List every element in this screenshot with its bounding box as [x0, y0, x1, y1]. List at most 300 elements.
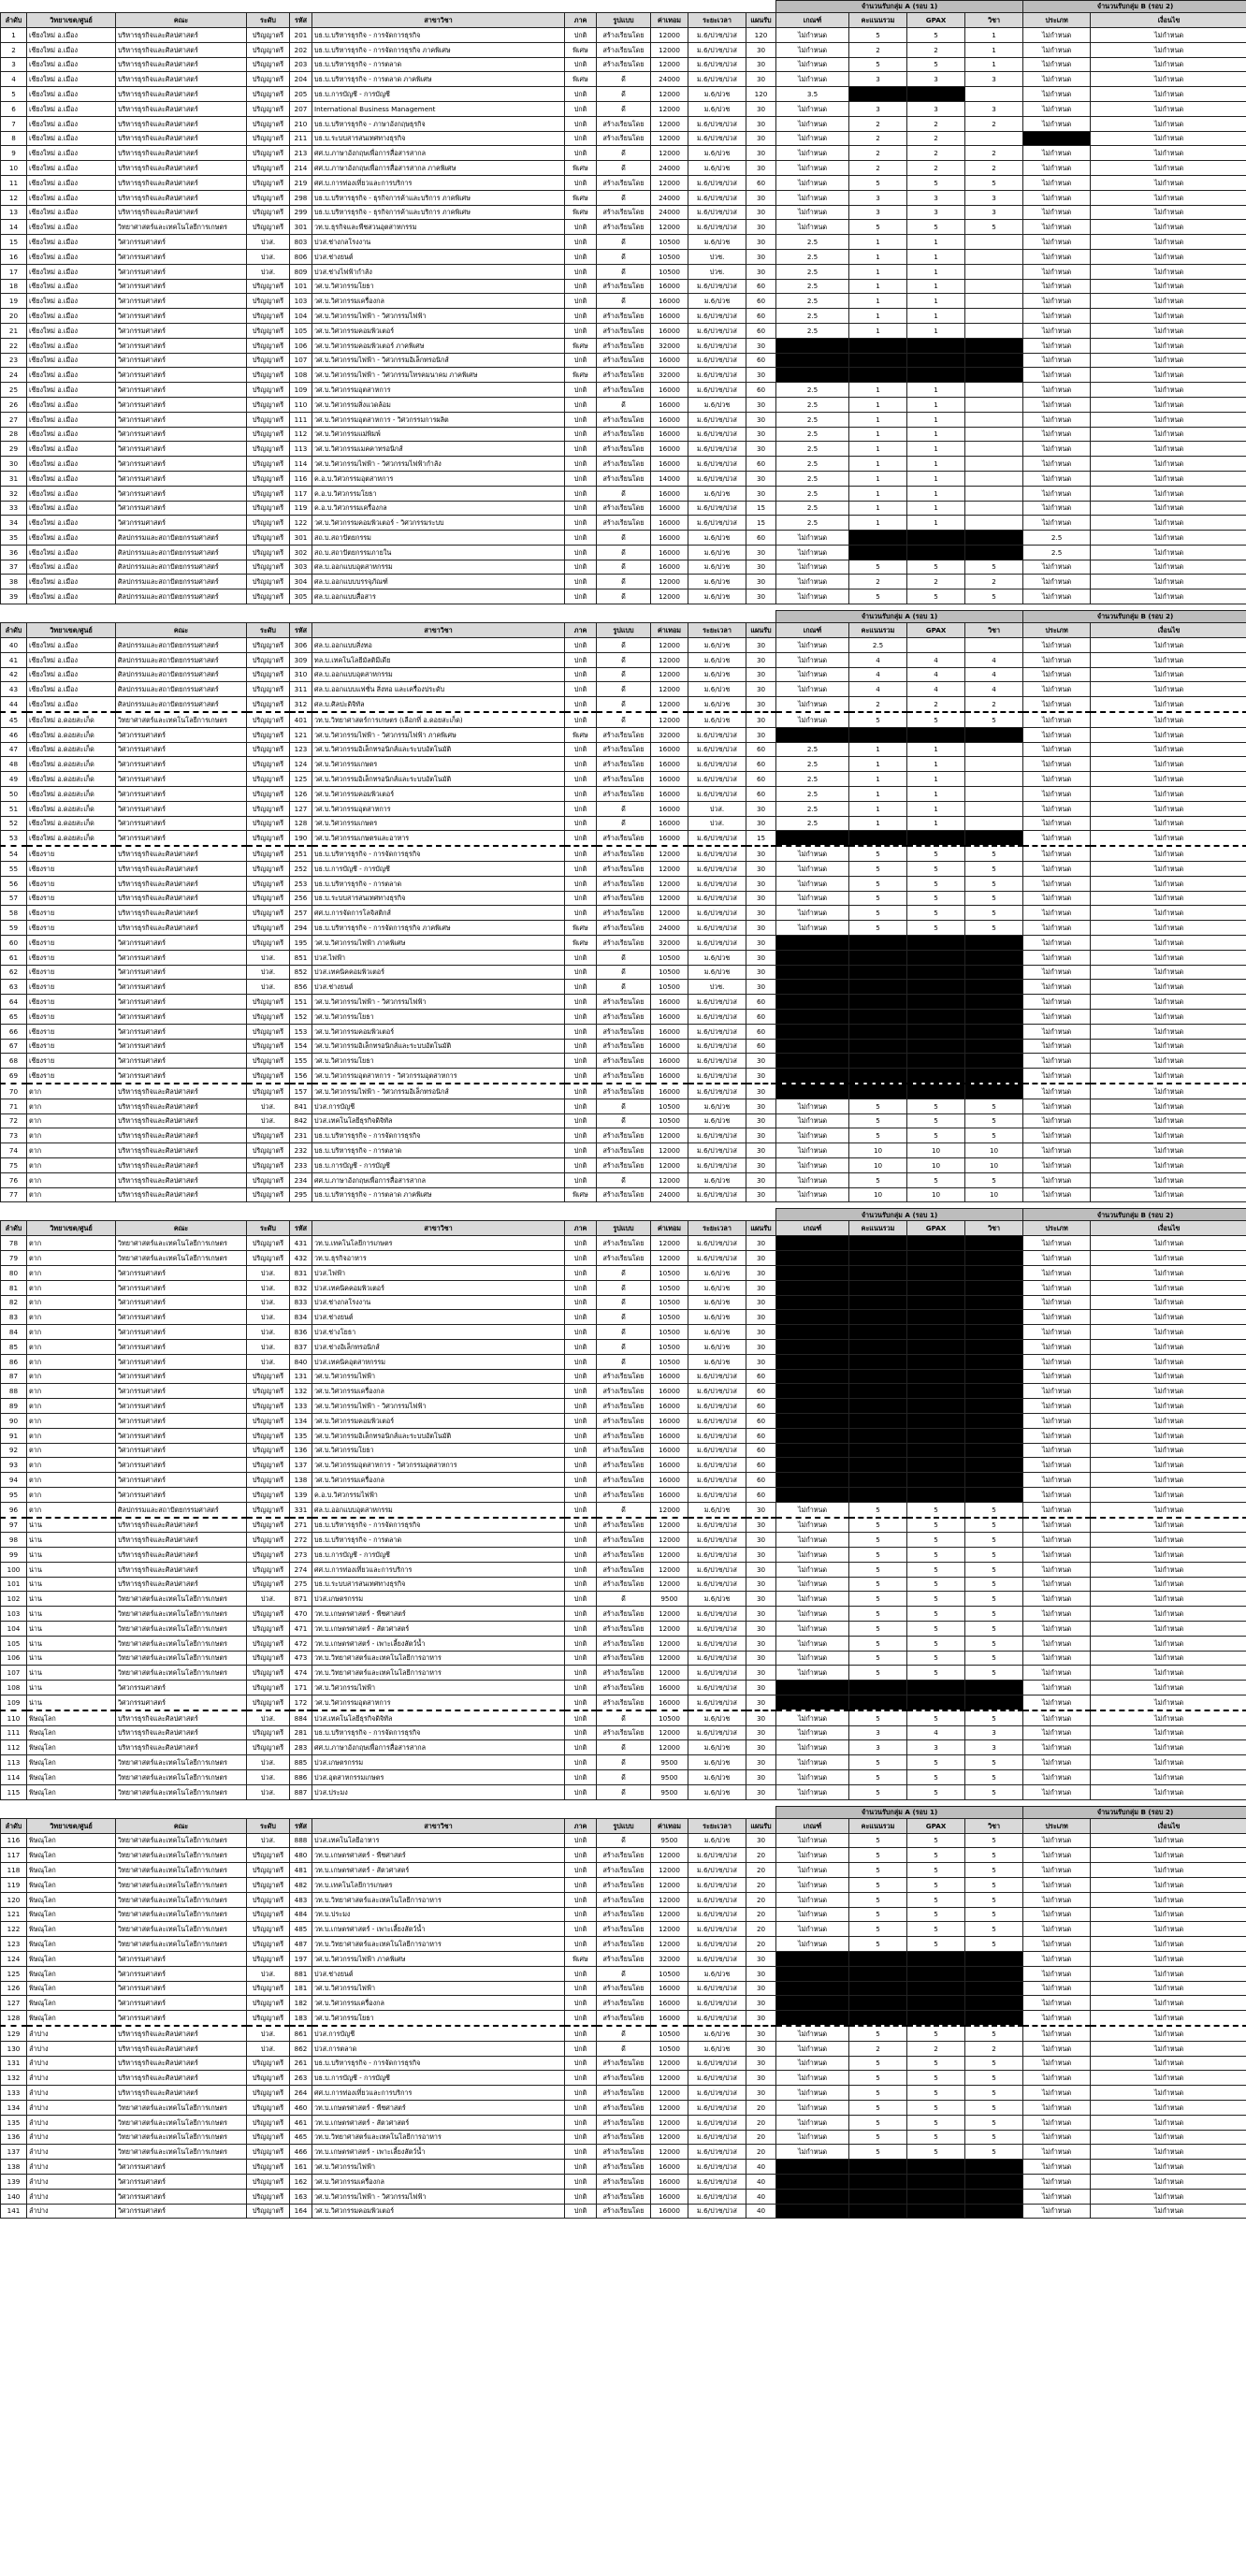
table-row: [1, 1636, 1246, 1651]
table-cell: 2: [965, 697, 1023, 712]
table-cell: ไม่กำหนด: [1023, 1784, 1091, 1799]
table-cell: [965, 131, 1023, 146]
table-cell: 10500: [651, 2026, 688, 2041]
table-cell: ไม่กำหนด: [1023, 1622, 1091, 1637]
table-cell: 75: [1, 1157, 27, 1172]
table-cell: ม.6/ปวช/ปวส: [688, 383, 746, 398]
table-cell: [965, 1458, 1023, 1473]
table-cell: 5: [907, 1833, 965, 1848]
table-cell: [907, 1996, 965, 2011]
table-cell: [849, 1487, 907, 1502]
table-cell: [907, 980, 965, 995]
table-cell: ไม่กำหนด: [1023, 1952, 1091, 1967]
table-cell: เชียงใหม่ อ.เมือง: [27, 638, 116, 653]
table-cell: พิษณุโลก: [27, 1981, 116, 1996]
table-cell: 30: [746, 1607, 776, 1622]
table-cell: 2: [849, 131, 907, 146]
table-cell: ศิลปกรรมและสถาปัตยกรรมศาสตร์: [116, 667, 247, 682]
table-cell: 219: [290, 175, 312, 190]
table-cell: [776, 1487, 849, 1502]
table-cell: [907, 1428, 965, 1443]
table-cell: ไม่กำหนด: [1091, 323, 1246, 338]
table-cell: 5: [849, 1755, 907, 1770]
table-cell: ศิลปกรรมและสถาปัตยกรรมศาสตร์: [116, 697, 247, 712]
table-cell: ไม่กำหนด: [1091, 2086, 1246, 2101]
table-cell: 131: [290, 1369, 312, 1384]
table-cell: ไม่กำหนด: [1091, 1339, 1246, 1354]
table-cell: 30: [746, 101, 776, 116]
table-cell: 64: [1, 995, 27, 1010]
table-cell: 16000: [651, 1069, 688, 1084]
table-cell: เชียงใหม่ อ.เมือง: [27, 516, 116, 531]
table-cell: 2: [907, 2041, 965, 2056]
table-cell: ม.6/ปวช/ปวส: [688, 1084, 746, 1099]
table-cell: ม.6/ปวช/ปวส: [688, 2071, 746, 2086]
table-cell: ดี: [597, 2041, 651, 2056]
column-header: เงื่อนไข: [1091, 1818, 1246, 1833]
table-cell: บธ.บ.บริหารธุรกิจ - ภาษาอังกฤษธุรกิจ: [312, 116, 565, 131]
table-cell: [849, 2160, 907, 2175]
table-cell: ไม่กำหนด: [776, 1157, 849, 1172]
table-cell: เชียงใหม่ อ.เมือง: [27, 146, 116, 161]
table-row: [1, 1833, 1246, 1848]
table-cell: [965, 965, 1023, 980]
table-cell: 124: [1, 1952, 27, 1967]
table-cell: 204: [290, 72, 312, 87]
table-cell: 474: [290, 1666, 312, 1681]
table-cell: 138: [1, 2160, 27, 2175]
table-cell: 30: [746, 1339, 776, 1354]
table-cell: [965, 1369, 1023, 1384]
table-cell: 60: [746, 1473, 776, 1488]
table-cell: 49: [1, 772, 27, 787]
table-cell: 2.5: [776, 235, 849, 250]
table-cell: ปกติ: [565, 353, 597, 368]
table-cell: 30: [746, 1128, 776, 1143]
table-cell: 5: [965, 2115, 1023, 2130]
table-cell: 3: [1, 57, 27, 72]
table-cell: [776, 2174, 849, 2189]
table-cell: 17: [1, 264, 27, 279]
table-cell: 30: [746, 921, 776, 936]
table-cell: ศศ.บ.ภาษาอังกฤษเพื่อการสื่อสารสากล: [312, 1172, 565, 1187]
table-cell: ไม่กำหนด: [776, 1518, 849, 1533]
table-cell: 5: [907, 2145, 965, 2160]
table-cell: 2.5: [776, 516, 849, 531]
table-cell: วิศวกรรมศาสตร์: [116, 1325, 247, 1340]
table-cell: [907, 1039, 965, 1054]
table-cell: ไม่กำหนด: [1091, 1878, 1246, 1893]
table-row: [1, 294, 1246, 309]
table-cell: ไม่กำหนด: [1023, 2160, 1091, 2175]
table-cell: เชียงราย: [27, 936, 116, 951]
table-cell: ม.6/ปวช/ปวส: [688, 1636, 746, 1651]
table-cell: เชียงใหม่ อ.เมือง: [27, 72, 116, 87]
table-cell: 3: [907, 101, 965, 116]
table-cell: เชียงใหม่ อ.ดอยสะเก็ด: [27, 772, 116, 787]
table-cell: 60: [746, 457, 776, 472]
table-cell: ไม่กำหนด: [1023, 2056, 1091, 2071]
table-cell: ไม่กำหนด: [1091, 1725, 1246, 1740]
table-cell: 60: [746, 309, 776, 324]
group-a-header: จำนวนรับกลุ่ม A (รอบ 1): [776, 1209, 1023, 1221]
table-cell: [907, 1236, 965, 1251]
table-cell: 16000: [651, 279, 688, 294]
table-cell: สร้างเรียนโดย: [597, 1622, 651, 1637]
table-cell: 5: [849, 57, 907, 72]
table-cell: ปกติ: [565, 1310, 597, 1325]
column-header-row: [1, 623, 1246, 638]
table-cell: 5: [907, 2100, 965, 2115]
table-cell: ไม่กำหนด: [1023, 1710, 1091, 1725]
table-cell: 24000: [651, 1187, 688, 1202]
table-cell: พิเศษ: [565, 72, 597, 87]
table-cell: วิศวกรรมศาสตร์: [116, 742, 247, 757]
table-cell: ไม่กำหนด: [1091, 2026, 1246, 2041]
table-cell: 1: [849, 397, 907, 412]
table-cell: ดี: [597, 1833, 651, 1848]
table-cell: 12000: [651, 638, 688, 653]
table-cell: 5: [965, 1577, 1023, 1592]
table-cell: วิทยาศาสตร์และเทคโนโลยีการเกษตร: [116, 1907, 247, 1922]
table-cell: 197: [290, 1952, 312, 1967]
table-cell: ดี: [597, 1295, 651, 1310]
table-cell: ปริญญาตรี: [247, 353, 290, 368]
table-cell: 12000: [651, 589, 688, 604]
table-cell: สร้างเรียนโดย: [597, 442, 651, 457]
table-cell: ปกติ: [565, 1770, 597, 1785]
table-row: [1, 427, 1246, 442]
table-cell: วศ.บ.วิศวกรรมไฟฟ้า: [312, 2160, 565, 2175]
table-cell: สร้างเรียนโดย: [597, 1696, 651, 1710]
table-cell: 5: [965, 2145, 1023, 2160]
table-cell: ไม่กำหนด: [776, 906, 849, 921]
table-cell: ไม่กำหนด: [1023, 667, 1091, 682]
table-cell: 122: [1, 1922, 27, 1937]
table-cell: ม.6/ปวช/ปวส: [688, 131, 746, 146]
table-cell: 30: [746, 146, 776, 161]
table-cell: 5: [849, 1533, 907, 1548]
table-cell: ไม่กำหนด: [1023, 28, 1091, 43]
table-cell: สร้างเรียนโดย: [597, 1518, 651, 1533]
column-header: สาขาวิชา: [312, 1818, 565, 1833]
table-cell: วท.บ.วิทยาศาสตร์การเกษตร (เลือกที่ อ.ดอยสะเก็ด): [312, 712, 565, 727]
table-cell: 1: [849, 801, 907, 816]
table-cell: วิศวกรรมศาสตร์: [116, 1681, 247, 1696]
table-cell: 5: [965, 2086, 1023, 2101]
column-header: ภาค: [565, 623, 597, 638]
table-cell: สร้างเรียนโดย: [597, 412, 651, 427]
table-cell: ปริญญาตรี: [247, 220, 290, 235]
table-cell: ม.6/ปวช/ปวส: [688, 906, 746, 921]
table-cell: ปวช.: [688, 249, 746, 264]
table-cell: สร้างเรียนโดย: [597, 57, 651, 72]
table-cell: วิทยาศาสตร์และเทคโนโลยีการเกษตร: [116, 2145, 247, 2160]
table-cell: ไม่กำหนด: [1023, 72, 1091, 87]
table-cell: 106: [290, 338, 312, 353]
table-cell: ไม่กำหนด: [1091, 2160, 1246, 2175]
table-cell: สร้างเรียนโดย: [597, 116, 651, 131]
table-cell: ไม่กำหนด: [1023, 1384, 1091, 1399]
table-cell: 2.5: [776, 412, 849, 427]
column-header: ระดับ: [247, 13, 290, 28]
table-cell: เชียงใหม่ อ.ดอยสะเก็ด: [27, 742, 116, 757]
table-cell: ปริญญาตรี: [247, 1922, 290, 1937]
table-cell: 30: [746, 1577, 776, 1592]
table-cell: 1: [849, 264, 907, 279]
table-cell: ไม่กำหนด: [1023, 1922, 1091, 1937]
table-cell: 24000: [651, 161, 688, 176]
table-cell: 16000: [651, 995, 688, 1010]
table-cell: ปริญญาตรี: [247, 816, 290, 831]
table-cell: พิษณุโลก: [27, 1725, 116, 1740]
table-cell: วศ.บ.วิศวกรรมเครื่องกล: [312, 1384, 565, 1399]
table-cell: ศศ.บ.การจัดการโลจิสติกส์: [312, 906, 565, 921]
table-cell: ปริญญาตรี: [247, 1892, 290, 1907]
table-cell: 32: [1, 486, 27, 501]
table-cell: พิษณุโลก: [27, 1848, 116, 1863]
table-cell: วิศวกรรมศาสตร์: [116, 1354, 247, 1369]
table-cell: ไม่กำหนด: [1023, 638, 1091, 653]
table-cell: [849, 1024, 907, 1039]
table-cell: ม.6/ปวช/ปวส: [688, 1039, 746, 1054]
table-cell: 181: [290, 1981, 312, 1996]
table-row: [1, 936, 1246, 951]
table-cell: 831: [290, 1265, 312, 1280]
table-cell: 60: [746, 279, 776, 294]
table-cell: ไม่กำหนด: [1091, 1592, 1246, 1607]
table-cell: ปกติ: [565, 457, 597, 472]
table-cell: 10500: [651, 1966, 688, 1981]
table-cell: 30: [746, 1770, 776, 1785]
table-row: [1, 2026, 1246, 2041]
table-cell: 5: [965, 1892, 1023, 1907]
table-section-1: [0, 0, 1246, 604]
table-cell: บธ.บ.การบัญชี - การบัญชี: [312, 1548, 565, 1563]
table-cell: 30: [746, 249, 776, 264]
table-cell: [849, 1369, 907, 1384]
table-cell: 12000: [651, 116, 688, 131]
table-cell: บธ.บ.บริหารธุรกิจ - ธุรกิจการค้าและบริการ ภาคพิเศษ: [312, 205, 565, 220]
table-cell: ไม่กำหนด: [1091, 1310, 1246, 1325]
group-header-spacer: [1, 1209, 776, 1221]
table-cell: ไม่กำหนด: [1091, 1892, 1246, 1907]
table-row: [1, 235, 1246, 250]
table-cell: 107: [1, 1666, 27, 1681]
table-cell: 5: [965, 1607, 1023, 1622]
table-cell: 46: [1, 727, 27, 742]
table-cell: 251: [290, 846, 312, 861]
table-cell: 16000: [651, 412, 688, 427]
table-cell: [965, 368, 1023, 383]
table-cell: 5: [965, 589, 1023, 604]
table-cell: วิศวกรรมศาสตร์: [116, 1384, 247, 1399]
table-cell: 30: [746, 816, 776, 831]
table-cell: 2: [849, 42, 907, 57]
table-cell: [776, 950, 849, 965]
table-cell: 5: [849, 1622, 907, 1637]
table-cell: ปวส.เกษตรกรรม: [312, 1755, 565, 1770]
table-cell: ไม่กำหนด: [1091, 2174, 1246, 2189]
table-cell: ไม่กำหนด: [1091, 1577, 1246, 1592]
table-cell: 5: [907, 28, 965, 43]
table-row: [1, 1770, 1246, 1785]
table-cell: ไม่กำหนด: [1023, 1607, 1091, 1622]
table-cell: เชียงใหม่ อ.เมือง: [27, 264, 116, 279]
table-cell: บธ.บ.บริหารธุรกิจ - การตลาด ภาคพิเศษ: [312, 72, 565, 87]
table-cell: วิศวกรรมศาสตร์: [116, 294, 247, 309]
table-cell: ไม่กำหนด: [776, 1592, 849, 1607]
table-cell: ตาก: [27, 1099, 116, 1113]
table-cell: สร้างเรียนโดย: [597, 1024, 651, 1039]
table-cell: ไม่กำหนด: [1023, 1128, 1091, 1143]
table-cell: ปริญญาตรี: [247, 2204, 290, 2219]
table-row: [1, 1039, 1246, 1054]
table-cell: ดี: [597, 161, 651, 176]
table-cell: 16000: [651, 1054, 688, 1069]
table-cell: ปกติ: [565, 1577, 597, 1592]
table-cell: [849, 87, 907, 102]
table-cell: 105: [290, 323, 312, 338]
table-cell: [849, 1428, 907, 1443]
table-cell: พิเศษ: [565, 205, 597, 220]
table-cell: บธ.บ.การบัญชี - การบัญชี: [312, 862, 565, 877]
table-cell: 1: [849, 412, 907, 427]
table-cell: ปริญญาตรี: [247, 486, 290, 501]
table-cell: 312: [290, 697, 312, 712]
table-cell: ม.6/ปวช/ปวส: [688, 42, 746, 57]
column-header: GPAX: [907, 1221, 965, 1236]
table-cell: สร้างเรียนโดย: [597, 279, 651, 294]
table-cell: ม.6/ปวช: [688, 1310, 746, 1325]
table-cell: 5: [907, 1878, 965, 1893]
table-cell: ไม่กำหนด: [1023, 816, 1091, 831]
table-cell: ตาก: [27, 1310, 116, 1325]
table-cell: 10500: [651, 1710, 688, 1725]
table-cell: ม.6/ปวช: [688, 575, 746, 589]
table-cell: ตาก: [27, 1384, 116, 1399]
table-cell: ไม่กำหนด: [1023, 1996, 1091, 2011]
table-cell: ไม่กำหนด: [1023, 116, 1091, 131]
table-cell: ไม่กำหนด: [776, 57, 849, 72]
table-cell: วิทยาศาสตร์และเทคโนโลยีการเกษตร: [116, 220, 247, 235]
table-row: [1, 1251, 1246, 1266]
table-cell: ไม่กำหนด: [1091, 2011, 1246, 2026]
table-cell: ปวส.: [247, 1833, 290, 1848]
table-cell: ไม่กำหนด: [1091, 1981, 1246, 1996]
table-cell: [849, 2174, 907, 2189]
table-cell: เชียงใหม่ อ.เมือง: [27, 28, 116, 43]
table-cell: [965, 2204, 1023, 2219]
table-cell: เชียงใหม่ อ.เมือง: [27, 353, 116, 368]
table-cell: 108: [290, 368, 312, 383]
table-cell: สร้างเรียนโดย: [597, 757, 651, 772]
table-cell: 5: [849, 1607, 907, 1622]
table-cell: 1: [849, 486, 907, 501]
table-row: [1, 1143, 1246, 1158]
table-cell: เชียงใหม่ อ.เมือง: [27, 471, 116, 486]
table-cell: ปกติ: [565, 146, 597, 161]
table-cell: สร้างเรียนโดย: [597, 1143, 651, 1158]
table-cell: [965, 1339, 1023, 1354]
table-cell: 81: [1, 1280, 27, 1295]
table-cell: ดี: [597, 816, 651, 831]
table-cell: ปริญญาตรี: [247, 772, 290, 787]
table-cell: ศศ.บ.ภาษาอังกฤษเพื่อการสื่อสารสากล: [312, 146, 565, 161]
table-cell: วศ.บ.วิศวกรรมโยธา: [312, 1010, 565, 1025]
table-cell: 12000: [651, 712, 688, 727]
table-cell: ม.6/ปวช/ปวส: [688, 891, 746, 906]
column-header: ค่าเทอม: [651, 13, 688, 28]
table-cell: 1: [849, 757, 907, 772]
table-cell: ม.6/ปวช/ปวส: [688, 862, 746, 877]
table-cell: ปริญญาตรี: [247, 667, 290, 682]
table-cell: ม.6/ปวช: [688, 545, 746, 560]
table-cell: ปกติ: [565, 1636, 597, 1651]
table-cell: 30: [746, 560, 776, 575]
table-cell: 16000: [651, 1487, 688, 1502]
table-cell: ไม่กำหนด: [1023, 652, 1091, 667]
table-cell: [776, 1458, 849, 1473]
table-cell: ปกติ: [565, 697, 597, 712]
table-cell: ปริญญาตรี: [247, 1236, 290, 1251]
table-cell: 3: [965, 72, 1023, 87]
table-cell: ไม่กำหนด: [1091, 846, 1246, 861]
table-cell: ไม่กำหนด: [1091, 2100, 1246, 2115]
table-cell: ไม่กำหนด: [776, 1143, 849, 1158]
table-cell: 5: [849, 175, 907, 190]
table-cell: ไม่กำหนด: [776, 667, 849, 682]
column-header: เงื่อนไข: [1091, 13, 1246, 28]
table-row: [1, 2115, 1246, 2130]
table-cell: ศิลปกรรมและสถาปัตยกรรมศาสตร์: [116, 682, 247, 697]
table-cell: ปวส.ช่างยนต์: [312, 1310, 565, 1325]
table-cell: 12000: [651, 2100, 688, 2115]
table-cell: [907, 638, 965, 653]
table-cell: 3: [907, 72, 965, 87]
table-cell: [776, 1010, 849, 1025]
column-header: รูปแบบ: [597, 1818, 651, 1833]
table-cell: 24000: [651, 72, 688, 87]
table-cell: 12000: [651, 906, 688, 921]
table-cell: 5: [965, 1833, 1023, 1848]
table-cell: 2: [907, 697, 965, 712]
table-cell: ปกติ: [565, 965, 597, 980]
table-cell: ดี: [597, 1099, 651, 1113]
table-cell: 2: [965, 2041, 1023, 2056]
table-cell: วิทยาศาสตร์และเทคโนโลยีการเกษตร: [116, 1251, 247, 1266]
table-cell: วศ.บ.วิศวกรรมสิ่งแวดล้อม: [312, 397, 565, 412]
table-cell: 12000: [651, 2071, 688, 2086]
table-cell: ไม่กำหนด: [776, 1922, 849, 1937]
table-cell: 2.5: [1023, 531, 1091, 546]
table-cell: 3: [849, 1740, 907, 1755]
table-cell: สร้างเรียนโดย: [597, 1681, 651, 1696]
table-cell: ปกติ: [565, 1024, 597, 1039]
table-cell: ตาก: [27, 1172, 116, 1187]
table-cell: วิทยาศาสตร์และเทคโนโลยีการเกษตร: [116, 1636, 247, 1651]
table-cell: 20: [746, 1848, 776, 1863]
table-cell: [907, 1325, 965, 1340]
table-cell: ไม่กำหนด: [1023, 862, 1091, 877]
table-row: [1, 876, 1246, 891]
table-cell: วิศวกรรมศาสตร์: [116, 1069, 247, 1084]
table-cell: 104: [1, 1622, 27, 1637]
table-cell: ดี: [597, 1755, 651, 1770]
table-row: [1, 2204, 1246, 2219]
table-cell: ปริญญาตรี: [247, 1981, 290, 1996]
column-header: ประเภท: [1023, 1221, 1091, 1236]
